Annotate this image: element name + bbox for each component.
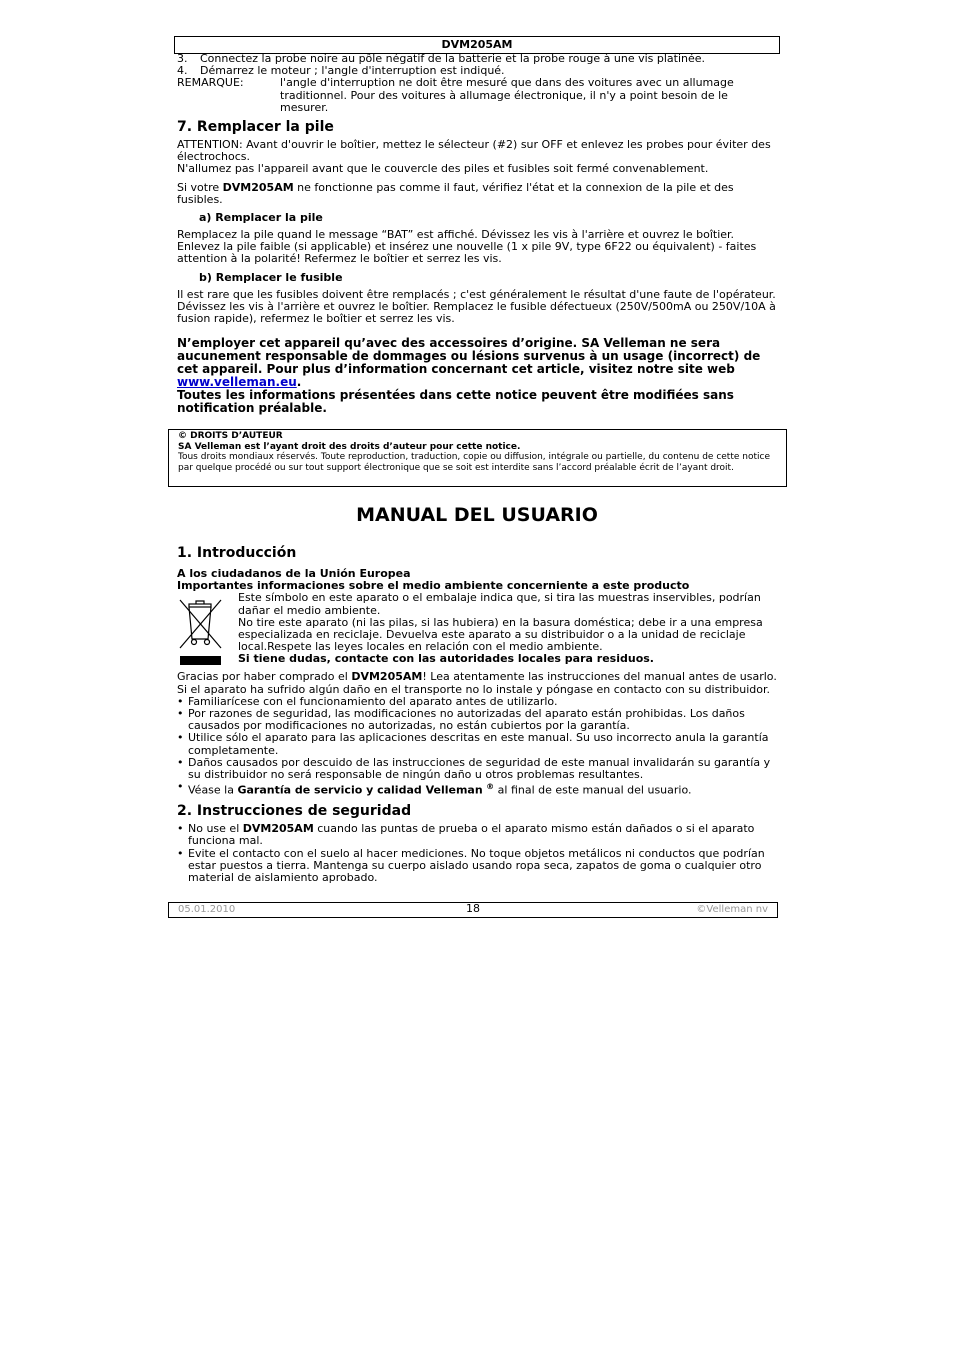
check-model: DVM205AM — [222, 180, 294, 194]
check-post: ne fonctionne pas comme il faut, vérifiez l'état et la connexion de la pile et des fusibles. — [177, 180, 734, 206]
remark — [177, 77, 779, 114]
safety1-model: DVM205AM — [242, 822, 314, 836]
env-heading: Importantes informaciones sobre el medio ambiente concerniente a este producto — [177, 579, 690, 593]
sub-b-title: b) Remplacer le fusible — [199, 270, 343, 284]
attention-text: ATTENTION: Avant d'ouvrir le boîtier, mettez le sélecteur (#2) sur OFF et enlevez les probes pour éviter des électrochocs. — [177, 138, 771, 164]
notice — [177, 337, 779, 415]
warranty-bold: Garantía de servicio y calidad Velleman — [237, 783, 483, 797]
page-footer — [168, 902, 778, 918]
es-intro — [177, 545, 779, 884]
list-item: • Utilice sólo el aparato para las aplicaciones descritas en este manual. Su uso incorrecto anula la garantía completamente. — [177, 732, 779, 756]
weee-text — [238, 592, 779, 665]
header-model: DVM205AM — [441, 38, 513, 51]
check-paragraph — [177, 182, 779, 206]
safety-title: 2. Instrucciones de seguridad — [177, 803, 412, 820]
registered-mark: ® — [486, 782, 495, 792]
step-number: 3. — [177, 52, 188, 65]
list-item-warranty — [177, 781, 779, 797]
citizens-heading: A los ciudadanos de la Unión Europea — [177, 567, 411, 580]
copyright-box — [168, 429, 787, 487]
notice-text-1: N’employer cet appareil qu’avec des accessoires d’origine. SA Velleman ne sera aucunement responsable de dommages ou lésions survenus à un usage (incorrect) de cet appareil. Pour plus d’information concernant cet article, visitez notre site web — [177, 336, 761, 376]
list-item — [177, 823, 779, 847]
copyright-line1: SA Velleman est l’ayant droit des droits d’auteur pour cette notice. — [178, 441, 521, 452]
remark-text: l'angle d'interruption ne doit être mesuré que dans des voitures avec un allumage traditionnel. Pour des voitures à allumage électronique, il n'y a point besoin de le mesurer. — [280, 76, 734, 114]
section-7 — [177, 119, 779, 325]
sub-a-text: Remplacez la pile quand le message “BAT” est affiché. Dévissez les vis à l'arrière et ouvrez le boîtier. Enlevez la pile faible (si applicable) et insérez une nouvelle (1 x pile 9V, type 6F22 ou équivalent) - faites attention à la polarité! Refermez le boîtier et serrez les vis. — [177, 228, 757, 266]
step-text: Connectez la probe noire au pôle négatif de la batterie et la probe rouge à une vis platinée. — [200, 52, 706, 65]
footer-date: 05.01.2010 — [178, 904, 236, 915]
env-text-2: No tire este aparato (ni las pilas, si las hubiera) en la basura doméstica; debe ir a una empresa especializada en reciclaje. Devuelva este aparato a su distribuidor o a la unidad de reciclaje local.Respete las leyes locales en relación con el medio ambiente. — [238, 615, 763, 654]
step-number: 4. — [177, 64, 188, 78]
thanks-pre: Gracias por haber comprado el — [177, 670, 352, 684]
sub-a-title: a) Remplacer la pile — [199, 211, 323, 225]
weee-block — [177, 592, 779, 672]
thanks-paragraph — [177, 671, 779, 695]
thanks-model: DVM205AM — [351, 670, 423, 684]
manual-title: MANUAL DEL USUARIO — [356, 504, 598, 526]
env-text-3: Si tiene dudas, contacte con las autoridades locales para residuos. — [238, 652, 654, 666]
safety1-pre: No use el — [188, 822, 243, 836]
page-number: 18 — [466, 902, 480, 915]
attention-text-2: N'allumez pas l'appareil avant que le couvercle des piles et fusibles soit fermé convenablement. — [177, 162, 709, 176]
warranty-post: al final de este manual del usuario. — [494, 783, 692, 797]
thanks-post: ! Lea atentamente las instrucciones del manual antes de usarlo. Si el aparato ha sufrido algún daño en el transporte no lo instale y póngase en contacto con su distribuidor. — [177, 670, 777, 696]
remark-label: REMARQUE: — [177, 76, 244, 90]
list-item: • Familiarícese con el funcionamiento del aparato antes de utilizarlo. — [177, 696, 779, 708]
safety1-post: cuando las puntas de prueba o el aparato mismo están dañados o si el aparato funciona mal. — [188, 822, 755, 848]
sub-b-text: Il est rare que les fusibles doivent être remplacés ; c'est généralement le résultat d'une faute de l'opérateur. Dévissez les vis à l'arrière et ouvrez le boîtier. Remplacez le fusible défectueux (250V/500mA ou 250V/10A à fusion rapide), refermez le boîtier et serrez les vis. — [177, 287, 776, 326]
list-item: • Evite el contacto con el suelo al hacer mediciones. No toque objetos metálicos ni conductos que podrían estar puestos a tierra. Mantenga su cuerpo aislado usando ropa seca, zapatos de goma o cualquier otro material de aislamiento aprobado. — [177, 848, 779, 885]
copyright-title: © DROITS D’AUTEUR — [178, 431, 283, 441]
section-7-title: 7. Remplacer la pile — [177, 119, 334, 135]
fr-steps — [177, 53, 779, 114]
warranty-pre: Véase la — [188, 783, 238, 797]
footer-copyright: ©Velleman nv — [696, 904, 768, 915]
list-item: • Daños causados por descuido de las instrucciones de seguridad de este manual invalidarán su garantía y su distribuidor no será responsable de ningún daño u otros problemas resultantes. — [177, 757, 779, 781]
notice-text-2: Toutes les informations présentées dans cette notice peuvent être modifiées sans notification préalable. — [177, 388, 734, 415]
website-link[interactable]: www.velleman.eu — [177, 375, 297, 389]
check-pre: Si votre — [177, 180, 223, 194]
safety-bullets — [177, 823, 779, 884]
list-item: • Por razones de seguridad, las modificaciones no autorizadas del aparato están prohibidas. Los daños causados por modificaciones no autorizadas, no están cubiertos por la garantía. — [177, 708, 779, 732]
weee-bin-icon — [177, 594, 225, 666]
notice-text: N’employer cet appareil qu’avec des accessoires d’origine. SA Velleman ne sera aucunement responsable de dommages ou lésions survenus à un usage (incorrect) de cet appareil. Pour plus d’information concernant cet article, visitez notre site web www.velleman.eu. — [177, 336, 761, 389]
intro-bullets — [177, 696, 779, 797]
env-text-1: Este símbolo en este aparato o el embalaje indica que, si tira las muestras inservibles, podrían dañar el medio ambiente. — [238, 591, 761, 617]
step-text: Démarrez le moteur ; l'angle d'interruption est indiqué. — [200, 64, 505, 78]
intro-title: 1. Introducción — [177, 545, 297, 561]
copyright-body: Tous droits mondiaux réservés. Toute reproduction, traduction, copie ou diffusion, intégrale ou partielle, du contenu de cette notice par quelque procédé ou sur tout support électronique que se soit est interdite sans l’accord préalable écrit de l’ayant droit. — [178, 452, 770, 473]
